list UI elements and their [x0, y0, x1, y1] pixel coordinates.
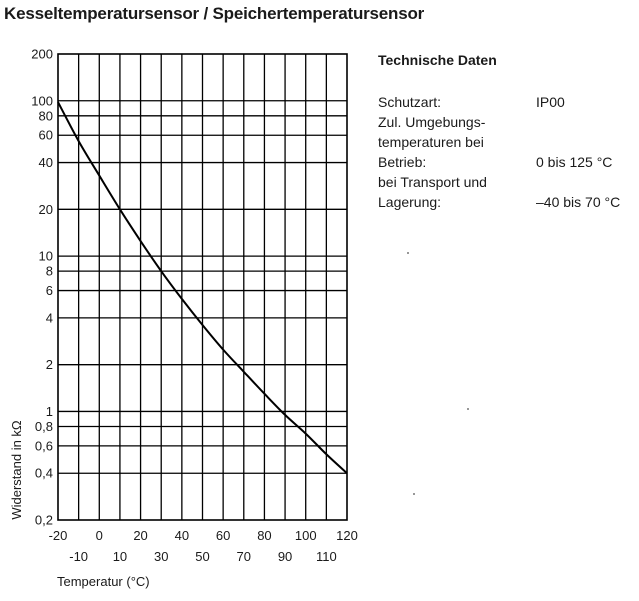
spec-value: 0 bis 125 °C — [536, 154, 613, 170]
y-tick-label: 1 — [45, 403, 53, 419]
x-tick-label: 0 — [95, 528, 103, 543]
spec-value: –40 bis 70 °C — [536, 194, 621, 210]
vertical-gridlines — [79, 54, 327, 520]
x-tick-labels — [49, 528, 358, 564]
spec-row — [378, 92, 638, 112]
y-tick-label: 0,8 — [34, 418, 53, 434]
y-tick-label: 4 — [45, 310, 53, 326]
spec-label: Zul. Umgebungs- — [378, 114, 486, 130]
x-tick-label: 60 — [215, 528, 231, 543]
y-axis-label: Widerstand in kΩ — [9, 420, 24, 520]
x-tick-label: 80 — [257, 528, 272, 543]
y-tick-labels — [31, 47, 53, 528]
y-tick-label: 80 — [38, 108, 53, 124]
y-tick-label: 10 — [38, 248, 53, 264]
spec-row — [378, 112, 638, 132]
spec-value: IP00 — [536, 94, 565, 110]
y-tick-label: 2 — [45, 357, 53, 373]
y-tick-label: 8 — [45, 263, 53, 279]
technical-data-heading: Technische Daten — [378, 52, 497, 68]
spec-row — [378, 132, 638, 152]
x-tick-label: 20 — [133, 528, 148, 543]
x-tick-label: 70 — [236, 549, 252, 564]
technical-data-panel — [378, 52, 638, 212]
spec-row — [378, 192, 638, 212]
page-title: Kesseltemperatursensor / Speichertemperatursensor — [4, 4, 425, 23]
scan-speck — [413, 493, 415, 495]
x-tick-label: 50 — [195, 549, 210, 564]
y-tick-label: 200 — [31, 46, 53, 62]
y-tick-label: 40 — [38, 155, 53, 171]
y-tick-label: 100 — [31, 93, 53, 109]
x-tick-label: -10 — [69, 549, 89, 564]
y-tick-label: 0,2 — [34, 512, 53, 528]
x-tick-label: 40 — [174, 528, 190, 543]
spec-row — [378, 152, 638, 172]
scan-speck — [467, 408, 469, 410]
spec-label: Betrieb: — [378, 154, 427, 170]
y-tick-label: 0,4 — [34, 465, 53, 481]
x-tick-label: 100 — [294, 528, 317, 543]
spec-label: Schutzart: — [378, 94, 442, 110]
x-tick-label: 90 — [277, 549, 293, 564]
x-axis-label: Temperatur (°C) — [57, 574, 150, 589]
y-tick-label: 20 — [38, 201, 53, 217]
scan-speck — [407, 252, 409, 254]
x-tick-label: 30 — [153, 549, 169, 564]
spec-label: Lagerung: — [378, 194, 442, 210]
x-tick-label: 10 — [112, 549, 128, 564]
spec-label: temperaturen bei — [378, 134, 484, 150]
y-tick-label: 60 — [38, 127, 53, 143]
x-tick-label: -20 — [48, 528, 68, 543]
x-tick-label: 120 — [336, 528, 358, 543]
y-tick-label: 0,6 — [34, 438, 53, 454]
spec-row — [378, 172, 638, 192]
x-tick-label: 110 — [315, 549, 337, 564]
y-tick-label: 6 — [45, 283, 53, 299]
spec-label: bei Transport und — [378, 174, 487, 190]
technical-data-rows — [378, 92, 638, 212]
